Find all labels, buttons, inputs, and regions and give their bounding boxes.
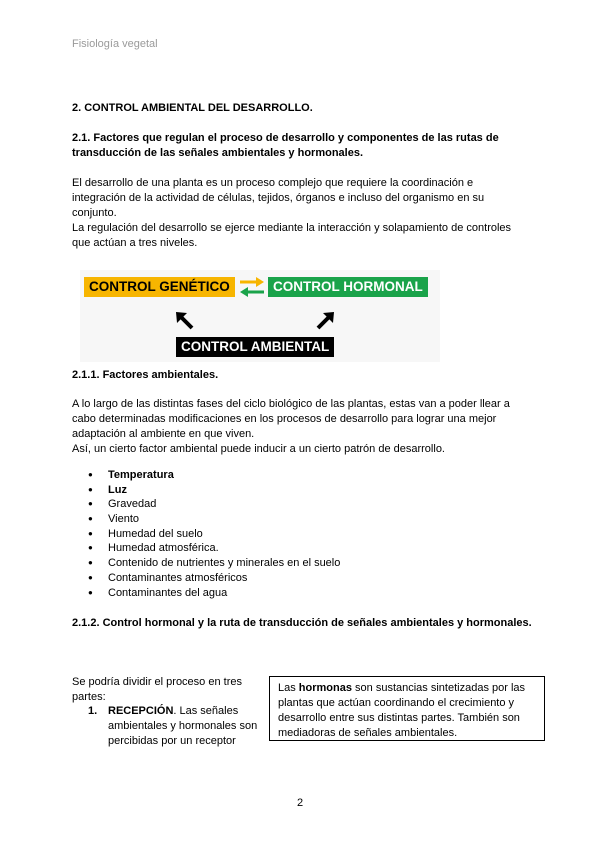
factors-paragraphs [72, 397, 527, 457]
list-item: ● Humedad atmosférica. [88, 541, 488, 556]
step-description: . Las señales ambientales y hormonales son percibidas por un receptor [108, 705, 258, 747]
environmental-factors-list [88, 468, 488, 600]
page-number: 2 [296, 797, 304, 809]
callout-text-pre: Las [278, 682, 299, 694]
page-header: Fisiología vegetal [72, 38, 158, 50]
paragraph: Así, un cierto factor ambiental puede inducir a un cierto patrón de desarrollo. [72, 443, 445, 455]
list-item: ● Temperatura [88, 468, 488, 483]
step-number: 1. [88, 705, 98, 717]
paragraph: La regulación del desarrollo se ejerce mediante la interacción y solapamiento de controles que actúan a tres niveles. [72, 222, 512, 249]
paragraph: A lo largo de las distintas fases del ciclo biológico de las plantas, estas van a poder llear a cabo determinadas modificaciones en los procesos de desarrollo para lograr una mejor adaptación al ambiente en que viven. [72, 398, 510, 440]
genetic-control-box: CONTROL GENÉTICO [84, 277, 235, 297]
callout-text: son sustancias sintetizadas por las plantas que actúan coordinando el crecimiento y desarrollo entre sus distintas partes. También son mediadoras de señales ambientales. [278, 682, 526, 739]
arrow-up-right-icon [314, 310, 336, 332]
list-item: ● Humedad del suelo [88, 527, 488, 542]
list-item: ● Contenido de nutrientes y minerales en el suelo [88, 556, 488, 571]
arrow-up-left-icon [174, 310, 196, 332]
list-item: ● Contaminantes del agua [88, 586, 488, 601]
paragraph: El desarrollo de una planta es un proceso complejo que requiere la coordinación e integración de la actividad de células, tejidos, órganos e incluso del organismo en su conjunto. [72, 177, 485, 219]
list-item: ● Contaminantes atmosféricos [88, 571, 488, 586]
bidirectional-arrows-icon [238, 276, 266, 298]
environmental-control-box: CONTROL AMBIENTAL [176, 337, 334, 357]
list-item: ● Gravedad [88, 497, 488, 512]
subsection-title: 2.1. Factores que regulan el proceso de desarrollo y componentes de las rutas de transducción de las señales ambientales y hormonales. [72, 132, 499, 159]
control-levels-diagram [80, 270, 440, 362]
list-item: ● Viento [88, 512, 488, 527]
subsection-title: 2.1.1. Factores ambientales. [72, 369, 219, 381]
hormones-callout-box [269, 676, 545, 741]
intro-paragraphs [72, 176, 527, 251]
list-item: ● Luz [88, 483, 488, 498]
step-label: RECEPCIÓN [108, 705, 174, 717]
hormonal-control-box: CONTROL HORMONAL [268, 277, 428, 297]
step-reception [88, 704, 268, 749]
process-intro: Se podría dividir el proceso en tres partes: [72, 676, 242, 703]
step-text [108, 704, 268, 749]
callout-term: hormonas [298, 682, 352, 694]
subsection-title: 2.1.2. Control hormonal y la ruta de transducción de señales ambientales y hormonales. [72, 617, 532, 629]
section-title: 2. CONTROL AMBIENTAL DEL DESARROLLO. [72, 102, 313, 114]
